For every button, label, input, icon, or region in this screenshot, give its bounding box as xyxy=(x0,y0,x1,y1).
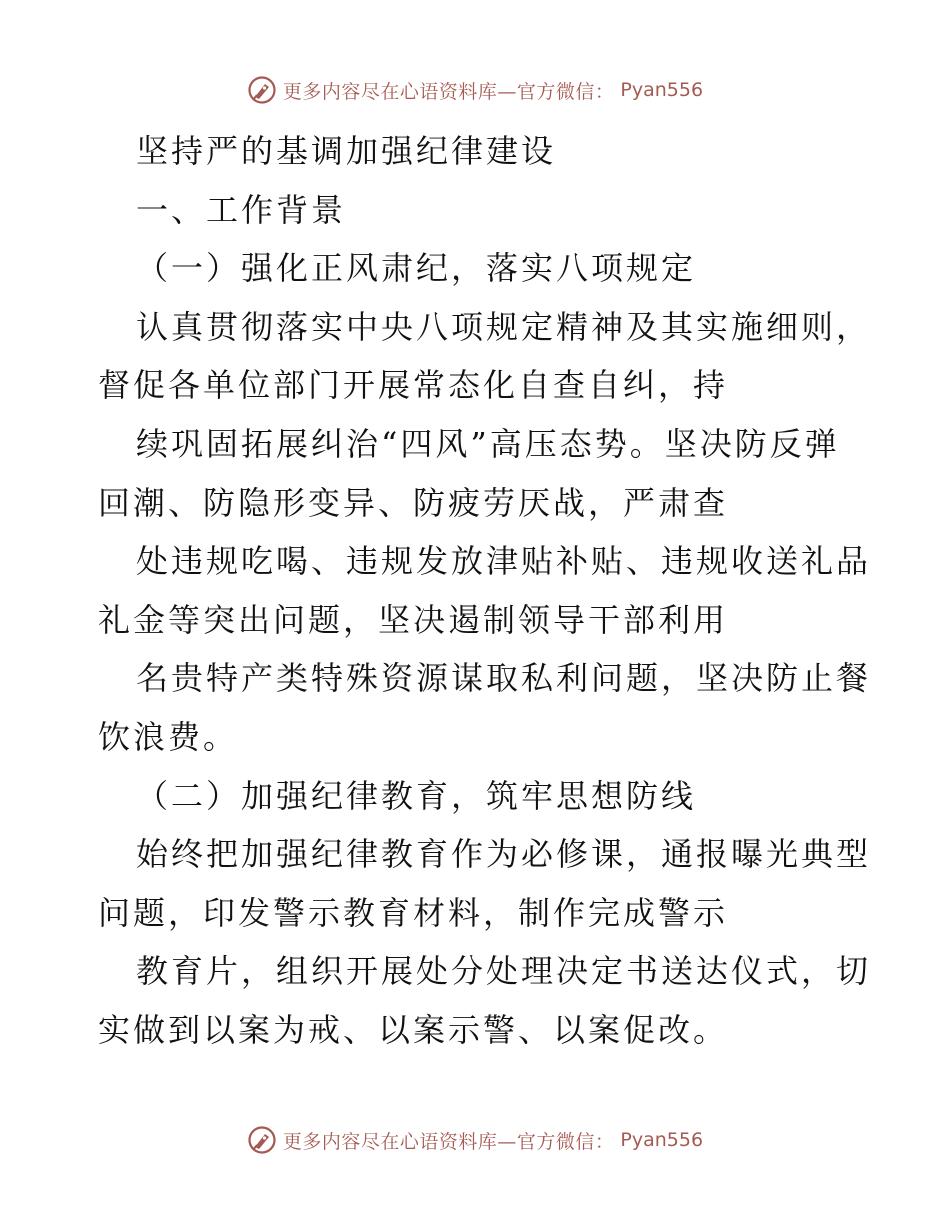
text-line: 回潮、防隐形变异、防疲劳厌战，严肃查 xyxy=(98,483,729,522)
pen-nib-logo-icon xyxy=(247,1125,277,1155)
text-line: 一、工作背景 xyxy=(136,190,347,229)
text-line: 督促各单位部门开展常态化自查自纠，持 xyxy=(98,366,729,405)
header-banner xyxy=(0,70,950,110)
text-line: 名贵特产类特殊资源谋取私利问题，坚决防止餐 xyxy=(136,659,872,698)
banner-text: 更多内容尽在心语资料库—官方微信： xyxy=(282,80,615,103)
text-line: 续巩固拓展纠治“四风”高压态势。坚决防反弹 xyxy=(136,424,840,463)
text-line: 处违规吃喝、违规发放津贴补贴、违规收送礼品 xyxy=(136,542,872,581)
text-line: 始终把加强纪律教育作为必修课，通报曝光典型 xyxy=(136,835,872,874)
text-line: 饮浪费。 xyxy=(98,717,239,756)
banner-account: Pyan556 xyxy=(620,1129,704,1151)
banner-text: 更多内容尽在心语资料库—官方微信： xyxy=(282,1130,615,1153)
text-line: 认真贯彻落实中央八项规定精神及其实施细则， xyxy=(136,307,872,346)
document-body xyxy=(98,122,872,1060)
document-title: 坚持严的基调加强纪律建设 xyxy=(136,132,557,170)
text-line: 礼金等突出问题，坚决遏制领导干部利用 xyxy=(98,600,729,639)
text-line: （二）加强纪律教育，筑牢思想防线 xyxy=(136,776,697,815)
footer-banner xyxy=(0,1120,950,1160)
text-line: 教育片，组织开展处分处理决定书送达仪式，切 xyxy=(136,952,872,991)
text-line: 实做到以案为戒、以案示警、以案促改。 xyxy=(98,1010,729,1049)
banner-account: Pyan556 xyxy=(620,79,704,101)
text-line: （一）强化正风肃纪，落实八项规定 xyxy=(136,249,697,288)
pen-nib-logo-icon xyxy=(247,75,277,105)
text-line: 问题，印发警示教育材料，制作完成警示 xyxy=(98,893,729,932)
